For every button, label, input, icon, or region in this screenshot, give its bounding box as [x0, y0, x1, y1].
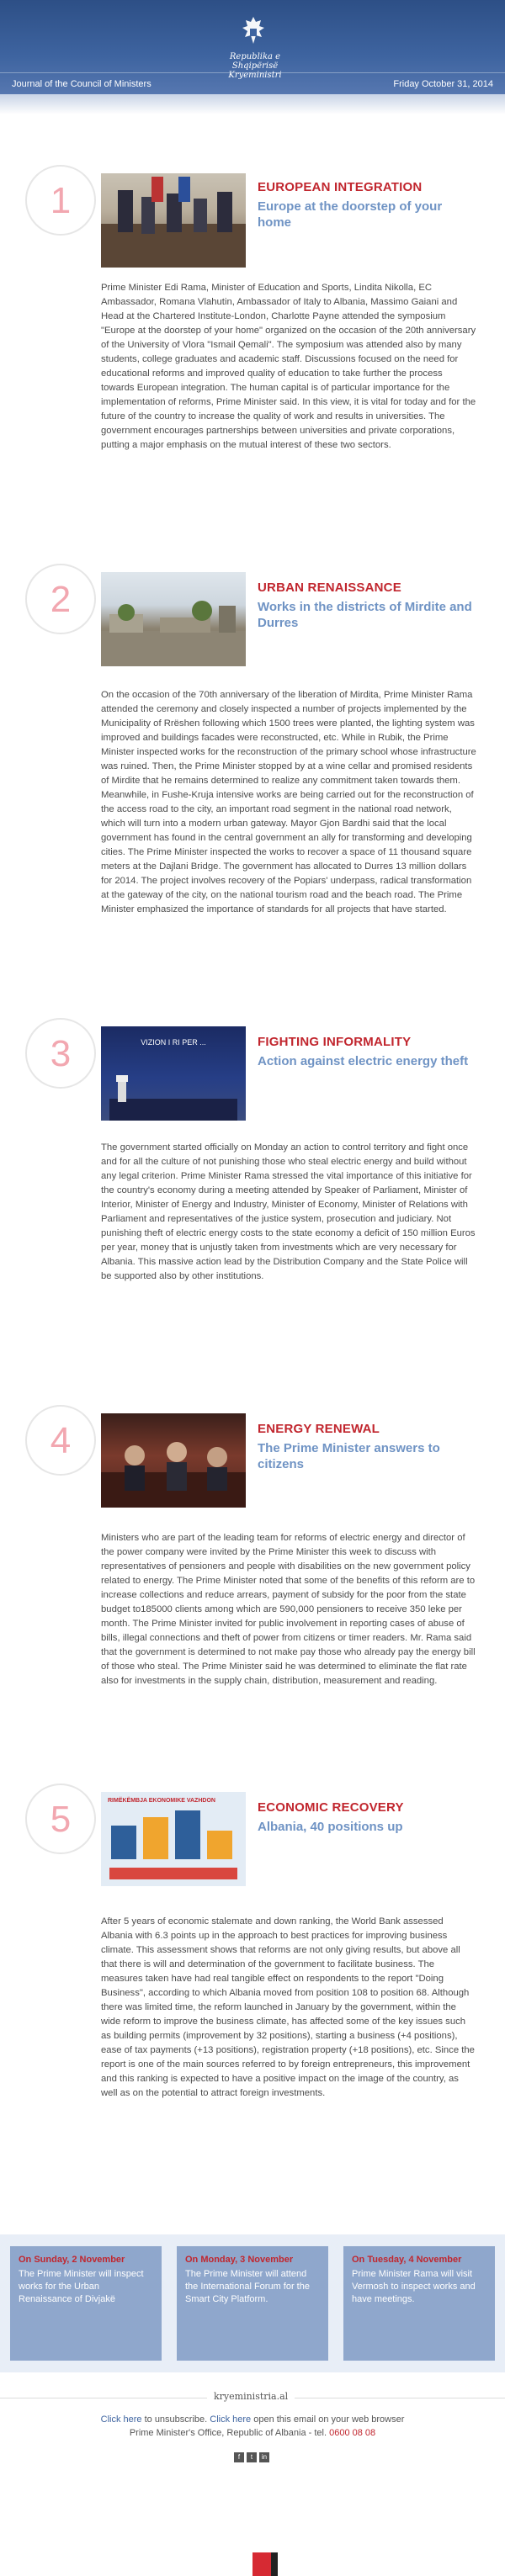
upcoming-events: [0, 2234, 505, 2372]
section-title: FIGHTING INFORMALITY: [258, 1035, 412, 1049]
linkedin-icon[interactable]: in: [259, 2452, 269, 2462]
office-line: [0, 2428, 505, 2438]
section-subtitle[interactable]: Europe at the doorstep of your home: [258, 199, 443, 230]
meeting-photo[interactable]: [101, 173, 246, 268]
event-date: On Monday, 3 November: [185, 2255, 294, 2265]
eagle-emblem-icon: [241, 15, 266, 47]
header-top: [0, 0, 505, 80]
section-title: ENERGY RENEWAL: [258, 1422, 380, 1436]
office-phone: 0600 08 08: [329, 2428, 376, 2438]
section-body: Prime Minister Edi Rama, Minister of Education and Sports, Lindita Nikolla, EC Ambassador, Romana Vlahutin, Ambassador of Italy to Albania, Massimo Gaiani and Head at the Chartered Institute-London, Charlotte Payne attended the symposium "Europe at the doorstep of your home" organized on the occasion of the 20th anniversary of the University of Vlora "Ismail Qemali". The symposium was attended also by many students, college graduates and academic staff. Discussions focused on the need for educational reforms and improved quality of education to take further the process towards European integration. The human capital is of particular importance for the implementation of reforms, Prime Minister said. In this view, it is vital for today and for the future of the country to increase the quality of work and results in universities. The government encourages partnerships between universities and private corporations, putting a major emphasis on the mutual interest of these two sectors.: [101, 283, 476, 450]
section-number: 3: [50, 1033, 72, 1074]
section-number: 5: [50, 1799, 72, 1840]
section-number-circle: [25, 1018, 96, 1089]
social-links: [234, 2448, 276, 2461]
twitter-icon[interactable]: t: [247, 2452, 257, 2462]
section-title: EUROPEAN INTEGRATION: [258, 180, 423, 194]
section-body: Ministers who are part of the leading team for reforms of electric energy and director of the power company were invited by the Prime Minister this week to discuss with representatives of pensioners and people with disabilities on the new government policy related to energy. The Prime Minister noted that some of the benefits of this reform are to increase collections and reduce arrears, payment of subsidy for the poor from the state budget to185000 clients among which are 590,000 pensioners to receive 350 leke per month. The Prime Minister invited for public involvement in reporting cases of abuse of bills, illegal connections and theft of power from citizens or timer readers. Mr. Rama said that the government is determined to not make pay those who already pay the energy bill of those who steal. The Prime Minister said he was determined to eliminate the flat rate also for investments in the supply chain, distribution, measurement and reading.: [101, 1533, 476, 1686]
works-photo-graphic: [101, 572, 246, 666]
republic-line-2: Kryeministri: [228, 71, 282, 80]
infographic[interactable]: [101, 1792, 246, 1886]
podium-photo-graphic: [101, 1026, 246, 1121]
section-number: 4: [50, 1420, 72, 1461]
section-subtitle[interactable]: Albania, 40 positions up: [258, 1820, 403, 1834]
section-number-circle: [25, 1405, 96, 1476]
flag-black-stripe: [271, 2552, 278, 2576]
section-body: After 5 years of economic stalemate and down ranking, the World Bank assessed Albania with 6.3 points up in the approach to best practices for improving business climate. This assessment shows that reforms are not only giving results, but above all that there is will and determination of the government to facilitate business. The measures taken have had real tangible effect on respondents to the report "Doing Business", according to which Albania moved from position 108 to position 68. Although there was limited time, the reform launched in January by the government, within the wide reform to improve the business climate, has affected some of the key issues such as building permits (improvement by 32 positions), starting a business (+4 positions), ease of tax payments (+13 positions), registration property (+18 positions), etc. Since the report is one of the main sources referred to by foreign entrepreneurs, this improvement and this ranking is expected to have a positive impact on the image of the country, as well as on the potential to attract foreign investments.: [101, 1916, 475, 2098]
section-title: URBAN RENAISSANCE: [258, 580, 401, 595]
republic-line-1: Republika e Shqipërisë: [229, 52, 281, 71]
header-fade: [0, 94, 505, 114]
unsubscribe-line: [0, 2414, 505, 2425]
event-text: The Prime Minister will attend the International Forum for the Smart City Platform.: [185, 2269, 310, 2304]
section-body: On the occasion of the 70th anniversary of the liberation of Mirdita, Prime Minister Rama attended the ceremony and closely inspected a number of projects implemented by the Municipality of Rrëshen following which 1500 trees were planted, the lighting system was improved and buildings facades were reconstructed, etc. While in Rubik, the Prime Minister inspected works for the reconstruction of the primary school whose infrastructure was ruined. Then, the Prime Minister stopped by at a wine cellar and promised residents of Mirdite that he remains determined to realize any commitment taken towards them. Meanwhile, in Fushe-Kruja intensive works are being carried out for the reconstruction of the access road to the city, an important road segment in the national road network, which will turn into a modern urban gateway. Mayor Gjon Bardhi said that the local government has found in the central government an ally for transforming and developing cities. The Prime Minister inspected the works to recover a space of 11 thousand square meters at the Dajlani Bridge. The government has allocated to Durres 13 million dollars for 2014. The project involves recovery of the Popiars' underpass, radical transformation at the gateway of the city, on the national tourism road and the beach road. The Prime Minister emphasized the importance of standards for all projects that have started.: [101, 690, 476, 914]
journal-title: Journal of the Council of Ministers: [12, 79, 152, 89]
works-photo[interactable]: [101, 572, 246, 666]
footer: [0, 2372, 505, 2576]
section-body: The government started officially on Monday an action to control territory and fight once and for all the culture of not punishing those who steal electric energy and build without any legal criterion. Prime Minister Rama stressed the vital importance of this initiative for the country's economy during a meeting attended by Speaker of Parliament, Minister of Interior, Minister of Energy and Industry, Minister of Economy, Minister of Relations with Parliament and representatives of the justice system, prosecution and judiciary. Not punishing theft of electric energy costs to the state economy a deficit of 150 million Euros per year, money that is unjustly taken from investments which are very necessary for Albania. This massive action lead by the Distribution Company and the State Police will be supported also by other institutions.: [101, 1142, 476, 1281]
infographic-graphic: [101, 1792, 246, 1886]
event-text: Prime Minister Rama will visit Vermosh to inspect works and have meetings.: [352, 2269, 476, 2304]
unsubscribe-text: to unsubscribe.: [141, 2414, 210, 2425]
section-number: 2: [50, 579, 72, 620]
event-text: The Prime Minister will inspect works for the Urban Renaissance of Divjakë: [19, 2269, 144, 2304]
section-subtitle[interactable]: The Prime Minister answers to citizens: [258, 1441, 440, 1471]
section-number-circle: [25, 1784, 96, 1854]
section-number-circle: [25, 165, 96, 236]
browser-link[interactable]: Click here: [210, 2414, 252, 2425]
infographic-title: RIMËKËMBJA EKONOMIKE VAZHDON: [108, 1798, 215, 1804]
flag-red-stripe: [252, 2552, 271, 2576]
section-subtitle[interactable]: Action against electric energy theft: [258, 1054, 469, 1068]
browser-text: open this email on your web browser: [251, 2414, 405, 2425]
section-subtitle[interactable]: Works in the districts of Mirdite and Durres: [258, 600, 472, 630]
site-link[interactable]: kryeministria.al: [207, 2391, 295, 2402]
meeting-photo-graphic: [101, 173, 246, 268]
bottom-flag-bar: [0, 2552, 505, 2576]
office-text: Prime Minister's Office, Republic of Albania - tel.: [129, 2428, 330, 2438]
section-number: 1: [50, 180, 72, 221]
podium-screen-text: VIZION I RI PER ...: [141, 1038, 206, 1047]
event-card[interactable]: [10, 2246, 162, 2361]
citizens-photo-graphic: [101, 1413, 246, 1508]
section-number-circle: [25, 564, 96, 634]
unsubscribe-link[interactable]: Click here: [100, 2414, 142, 2425]
event-card[interactable]: [177, 2246, 328, 2361]
header: [0, 0, 505, 94]
issue-date: Friday October 31, 2014: [393, 79, 493, 89]
event-date: On Tuesday, 4 November: [352, 2255, 462, 2265]
section-title: ECONOMIC RECOVERY: [258, 1800, 404, 1815]
citizens-photo[interactable]: [101, 1413, 246, 1508]
facebook-icon[interactable]: f: [234, 2452, 244, 2462]
header-bar: [0, 72, 505, 94]
event-date: On Sunday, 2 November: [19, 2255, 125, 2265]
event-card[interactable]: [343, 2246, 495, 2361]
podium-photo[interactable]: [101, 1026, 246, 1121]
